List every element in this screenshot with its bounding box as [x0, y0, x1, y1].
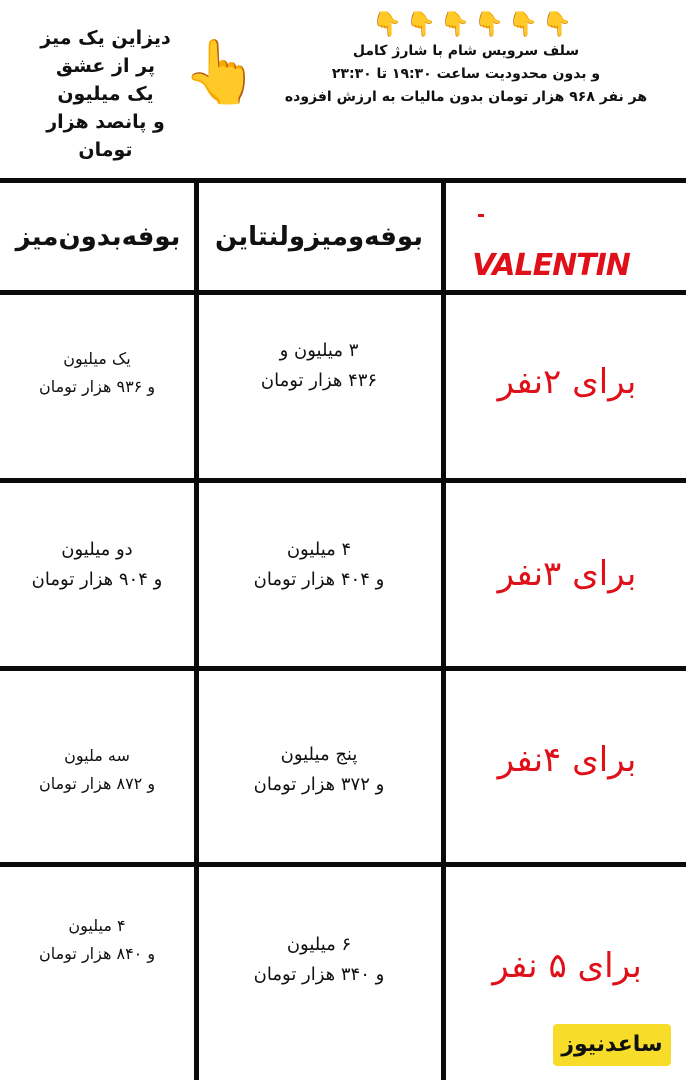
- pointing-down-hand-icon: 👇: [440, 10, 470, 38]
- price-line: ۳ میلیون و: [279, 340, 359, 361]
- column-divider: [194, 180, 199, 1080]
- price-line: و ۴۰۴ هزار تومان: [253, 569, 385, 590]
- price-line: ۶ میلیون: [286, 934, 352, 955]
- no-table-price: [4, 345, 190, 401]
- design-note-line: پر از عشق: [55, 55, 156, 77]
- red-dot: [478, 214, 484, 217]
- watermark-logo: ساعدنیوز: [553, 1024, 671, 1066]
- people-count: برای ۵ نفر: [492, 946, 642, 986]
- pointing-down-hand-icon: 👇: [372, 10, 402, 38]
- price-line: و ۸۷۲ هزار تومان: [38, 774, 156, 793]
- people-count: برای ۲نفر: [497, 362, 637, 402]
- offer-line: هر نفر ۹۶۸ هزار تومان بدون مالیات به ارزش افزوده: [284, 89, 648, 105]
- header-buffet-valentine-table: بوفه‌ومیزولنتاین: [215, 222, 423, 252]
- design-note-line: دیزاین یک میز: [40, 27, 171, 49]
- no-table-price: [4, 912, 190, 968]
- price-line: ۴ میلیون: [286, 539, 352, 560]
- offer-line: و بدون محدودیت ساعت ۱۹:۳۰ تا ۲۳:۳۰: [331, 66, 601, 82]
- price-line: و ۹۳۶ هزار تومان: [38, 377, 156, 396]
- valentine-price: [202, 740, 436, 800]
- price-line: ۴ میلیون: [68, 916, 126, 935]
- table-top-border: [0, 178, 686, 183]
- row-divider: [0, 478, 686, 483]
- header-divider: [0, 290, 686, 295]
- price-line: و ۳۷۲ هزار تومان: [253, 774, 385, 795]
- price-line: سه ملیون: [64, 746, 130, 765]
- buffet-offer-text: [256, 40, 676, 109]
- design-note-line: یک میلیون: [57, 83, 154, 105]
- price-line: و ۹۰۴ هزار تومان: [31, 569, 163, 590]
- row-divider: [0, 666, 686, 671]
- price-line: و ۸۴۰ هزار تومان: [38, 944, 156, 963]
- column-divider: [441, 180, 446, 1080]
- price-line: ۴۳۶ هزار تومان: [260, 370, 378, 391]
- header-valentin: VALENTIN: [472, 248, 630, 283]
- header-buffet-no-table: بوفه‌بدون‌میز: [15, 222, 181, 252]
- price-line: یک میلیون: [63, 349, 131, 368]
- pointing-down-hand-icon: 👇: [474, 10, 504, 38]
- no-table-price: [4, 742, 190, 798]
- pointing-hand-icon: 👆: [182, 35, 260, 108]
- row-divider: [0, 862, 686, 867]
- valentine-price: [202, 535, 436, 595]
- design-note-line: و پانصد هزار تومان: [46, 111, 165, 161]
- valentine-price: [202, 336, 436, 396]
- price-line: پنج میلیون: [280, 744, 358, 765]
- price-line: دو میلیون: [61, 539, 133, 560]
- offer-line: سلف سرویس شام با شارژ کامل: [352, 43, 580, 59]
- price-line: و ۳۴۰ هزار تومان: [253, 964, 385, 985]
- pointing-down-hand-icon: 👇: [406, 10, 436, 38]
- pointing-down-hand-icon: 👇: [542, 10, 572, 38]
- people-count: برای ۴نفر: [497, 740, 637, 780]
- people-count: برای ۳نفر: [497, 554, 637, 594]
- no-table-price: [4, 535, 190, 595]
- finger-row: [372, 8, 572, 40]
- valentine-price: [202, 930, 436, 990]
- table-design-note: [18, 24, 193, 164]
- pointing-down-hand-icon: 👇: [508, 10, 538, 38]
